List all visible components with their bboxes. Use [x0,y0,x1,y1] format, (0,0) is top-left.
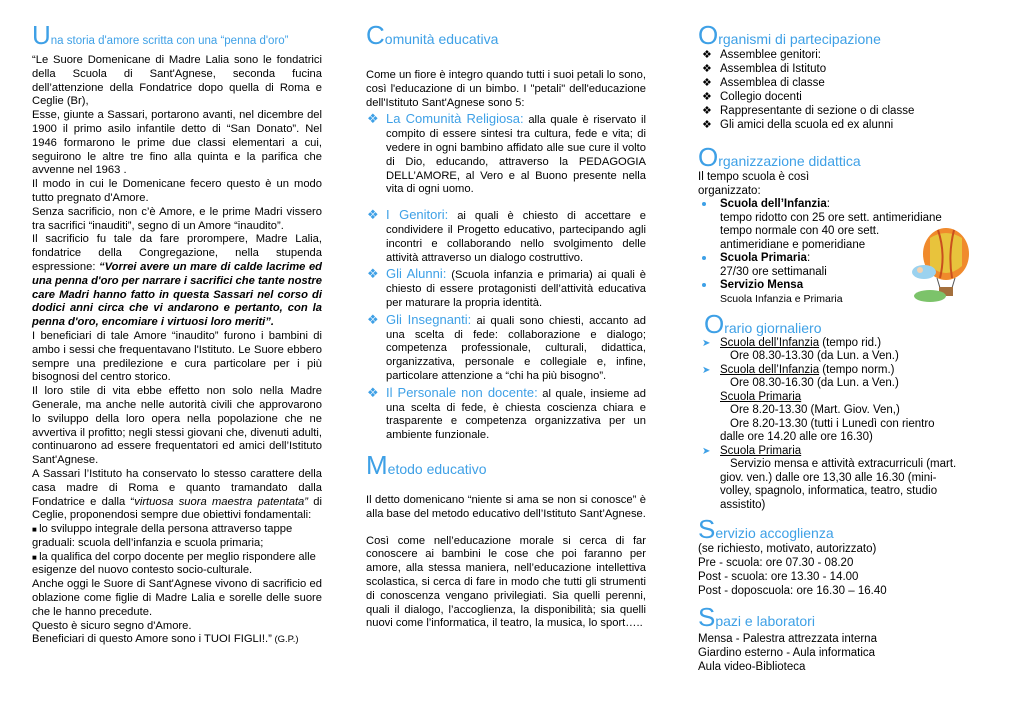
reception-line: Post - scuola: ore 13.30 - 14.00 [698,571,859,583]
history-paragraph: Senza sacrificio, non c’è Amore, e le prime Madri vissero tra sacrifici “inauditi”, segno di un Amore “inaudito”. [32,205,322,232]
list-item: Scuola Primaria: [698,252,998,266]
schedule-detail: tempo ridotto con 25 ore sett. antimeridiane [720,211,942,224]
organization-column [698,22,998,674]
schedule-list [698,445,998,459]
diamond-bullet-icon: ❖ [367,111,379,127]
schedule-detail: antimeridiane e pomeridiane [720,238,866,251]
square-bullet-icon: ■ [32,552,40,562]
diamond-bullet-icon: ❖ [367,207,379,223]
reception-line: Pre - scuola: ore 07.30 - 08.20 [698,557,854,569]
square-bullet-icon: ■ [32,525,40,535]
spaces-line: Aula video-Biblioteca [698,661,806,673]
heading-text: ervizio accoglienza [715,525,834,541]
schedule-detail: dalle ore 14.20 alle ore 16.30) [720,431,873,443]
schedule-detail: tempo normale con 40 ore sett. [720,225,880,237]
schedule-label: Scuola Primaria [720,390,802,403]
schedule-detail: Ore 8.20-13.30 (tutti i Lunedì con rientro [730,417,935,430]
didactic-intro: Il tempo scuola è così [698,171,810,183]
list-item: ❖ Il Personale non docente: al quale, insieme ad una scelta di fede, è chiesta coscienza chiara e trasparente e competenza organizzativa per un ambiente funzionale. [367,384,646,442]
heading-initial: O [698,142,719,172]
method-heading [366,449,646,480]
heading-text: na storia d'amore scritta con una “penna d'oro” [50,35,289,47]
reception-heading [698,516,998,542]
list-item: ❖ Assemblea di Istituto [702,63,827,75]
diamond-bullet-icon: ❖ [702,105,712,117]
history-column [32,22,322,647]
arrow-bullet-icon: ➤ [702,364,711,376]
italic-quote: virtuosa suora maestra patentata” [134,495,309,508]
list-item: ❖ Collegio docenti [702,91,802,103]
history-paragraph: “Le Suore Domenicane di Madre Lalia sono le fondatrici della Scuola di Sant'Agnese, seconda fucina dell’attenzione della Fondatrice dopo quella di Roma e Ceglie (Br), [32,54,322,108]
schedule-detail: Scuola Infanzia e Primaria [720,292,843,305]
schedule-detail: Ore 8.20-13.30 (Mart. Giov. Ven,) [730,404,900,416]
list-item: ➤ Scuola dell’Infanzia (tempo norm.) [702,363,895,376]
diamond-bullet-icon: ❖ [702,63,712,75]
heading-text: rganismi di partecipazione [718,31,881,47]
spaces-line: Giardino esterno - Aula informatica [698,647,876,659]
heading-initial: S [698,602,716,632]
history-paragraph: Esse, giunte a Sassari, portarono avanti, nel dicembre del 1900 il primo asilo infantile detto di “San Donato”. Nel 1946 formarono le prime due classi elementari a cui, seguirono le altre tre fino alla quinta e la parifica che avvenne nel 1963 . [32,109,322,177]
paragraph-text: A Sassari l’Istituto ha conservato lo stesso carattere della casa madre di Roma e quanto tramandato dalla Fondatrice e dalla “ [32,467,322,508]
heading-text: omunità educativa [384,31,499,47]
list-item: ❖ La Comunità Religiosa: alla quale è riservato il compito di essere sintesi tra cultura, fede e vita; di vedere in ogni bambino affidato alle sue cure il volto di Dio, educando, attraverso la PEDAGOGIA DELL’AMORE, al Vero e al Buono presente nella vita di ogni uomo. [367,111,647,196]
schedule-list [698,364,998,378]
heading-initial: O [698,20,719,50]
schedule-heading [698,308,998,339]
heading-text: rganizzazione didattica [718,153,861,169]
heading-initial: C [366,20,385,50]
petals-list [366,112,646,443]
history-paragraph: Beneficiari di questo Amore sono i TUOI FIGLI!.” (G.P.) [32,633,299,646]
founder-quote: “Vorrei avere un mare di calde lacrime ed una penna d'oro per narrare i sacrifici che tante nostre care Madri hanno fatto in questa Sassari nel corso di dodici anni circa che vi andarono e pertanto, con la penna d'oro, encomiare i virtuosi loro meriti”. [32,260,322,329]
heading-initial: O [704,308,725,339]
history-paragraph: I beneficiari di tale Amore “inaudito” furono i bambini di ambo i sessi che frequentavano l'Istituto. Le Suore ebbero sempre una predilezione e cura particolare per i più bisognosi del centro storico. [32,329,322,384]
spaces-heading [698,604,998,630]
schedule-list [698,337,998,351]
heading-text: rario giornaliero [724,319,822,336]
schedule-detail: 27/30 ore settimanali [720,265,827,278]
history-paragraph [32,233,322,330]
history-paragraph: Il loro stile di vita ebbe effetto non solo nella Madre Generale, ma anche nelle autorità civili che approvarono lo sviluppo della loro opera nella popolazione che ne avvertiva il profitto; negli stessi giovani che, divenuti adulti, continuarono ad essere frequentatori ed amici dell’Istituto Sant'Agnese. [32,385,322,467]
reception-line: (se richiesto, motivato, autorizzato) [698,543,877,555]
history-paragraph [32,468,322,523]
community-heading [366,22,646,48]
heading-initial: S [698,514,716,544]
spaces-line: Mensa - Palestra attrezzata interna [698,633,877,645]
list-item: Servizio Mensa [698,279,998,293]
list-item: ❖ Rappresentante di sezione o di classe [702,105,915,117]
school-levels-list [698,198,998,212]
heading-text: pazi e laboratori [715,613,815,629]
history-body [32,54,322,647]
bullet-dot-icon [702,256,706,260]
schedule-detail: assistito) [720,498,766,511]
schedule-detail: giov. ven.) dalle ore 13,30 alle 16.30 (mini- [720,471,937,484]
paragraph-text: Il sacrificio fu tale da fare prorompere, Madre Lalia, fondatrice della Congregazione, nella stupenda espressione: [32,233,322,273]
signature: (G.P.) [271,634,299,646]
list-item: ❖ Gli amici della scuola ed ex alunni [702,119,894,131]
history-paragraph: Il modo in cui le Domenicane fecero questo è un modo tutto pregnato d'Amore. [32,178,322,204]
history-heading [32,22,322,50]
schedule-detail: Ore 08.30-16.30 (da Lun. a Ven.) [730,377,899,389]
list-item: ❖ Assemblee genitori: [702,49,821,61]
heading-initial: M [366,449,388,480]
heading-text: etodo educativo [387,460,487,477]
participation-list [698,48,998,132]
list-item: Scuola dell’Infanzia: [698,198,998,212]
objective-item: ■ lo sviluppo integrale della persona attraverso tappe graduali: scuola dell’infanzia e scuola primaria; [32,523,293,549]
community-column [366,22,646,631]
history-paragraph: Questo è sicuro segno d'Amore. [32,619,192,632]
heading-initial: U [32,20,51,50]
arrow-bullet-icon: ➤ [702,337,711,349]
diamond-bullet-icon: ❖ [702,49,712,61]
method-paragraph: Il detto domenicano “niente si ama se non si conosce” è alla base del metodo educativo dell’Istituto Sant’Agnese. [366,493,646,520]
list-item: ❖ Gli Insegnanti: ai quali sono chiesti, accanto ad una scelta di fede: collaborazione e dialogo; competenza professionale, culturali, didattica, organizzativa, personale e collegiale e, infine, particolare attenzione a “chi ha più bisogno”. [367,311,646,382]
list-item: ❖ Gli Alunni: (Scuola infanzia e primaria) ai quali è chiesto di essere protagonisti dell’attività educativa per maturare la propria identità. [367,266,646,309]
method-paragraph: Così come nell’educazione morale si cerca di far conoscere ai bambini le cose che poi faranno per amore, alla stessa maniera, nell’educazione intellettiva scolastica, si cerca di fare in modo che tutti gli strumenti di conoscenza vengano privilegiati. Sia quelli perenni, quali il dialogo, l’accoglienza, la disponibilità; sia quelli nuovi come l’informatica, il teatro, la musica, lo sport….. [366,534,646,630]
history-paragraph: Anche oggi le Suore di Sant'Agnese vivono di sacrificio ed oblazione come figlie di Madre Lalia e sorelle delle suore che le hanno precedute. [32,578,322,618]
didactic-heading [698,144,998,170]
arrow-bullet-icon: ➤ [702,445,711,457]
schedule-detail: Servizio mensa e attività extracurriculi (mart. [730,458,957,470]
participation-heading [698,22,998,48]
bullet-dot-icon [702,283,706,287]
bullet-dot-icon [702,202,706,206]
list-item: ➤ Scuola dell’Infanzia (tempo rid.) [702,336,882,349]
didactic-intro: organizzato: [698,185,761,197]
diamond-bullet-icon: ❖ [367,384,379,400]
hot-air-balloon-illustration [910,226,972,304]
list-item: ❖ Assemblea di classe [702,77,825,89]
objective-item: ■ la qualifica del corpo docente per meglio rispondere alle esigenze del nuovo contesto socio-culturale. [32,550,316,577]
schedule-detail: volley, spagnolo, informatica, teatro, studio [720,485,938,497]
diamond-bullet-icon: ❖ [702,119,712,131]
diamond-bullet-icon: ❖ [367,311,379,327]
list-item: ➤ Scuola Primaria [702,444,802,457]
diamond-bullet-icon: ❖ [367,266,379,282]
community-intro: Come un fiore è integro quando tutti i suoi petali lo sono, così l'educazione di un bimbo. I "petali" dell'educazione dell'Istituto Sant'Agnese sono 5: [366,69,646,109]
paragraph-text: di Ceglie, proponendosi sempre due obiettivi fondamentali: [32,495,322,522]
diamond-bullet-icon: ❖ [702,77,712,89]
reception-line: Post - doposcuola: ore 16.30 – 16.40 [698,585,887,597]
diamond-bullet-icon: ❖ [702,91,712,103]
list-item: ❖ I Genitori: ai quali è chiesto di accettare e condividere il Progetto educativo, partecipando agli incontri e collaborando nello svolgimento delle attività attraverso un dialogo costruttivo. [367,207,647,264]
schedule-detail: Ore 08.30-13.30 (da Lun. a Ven.) [730,350,899,362]
